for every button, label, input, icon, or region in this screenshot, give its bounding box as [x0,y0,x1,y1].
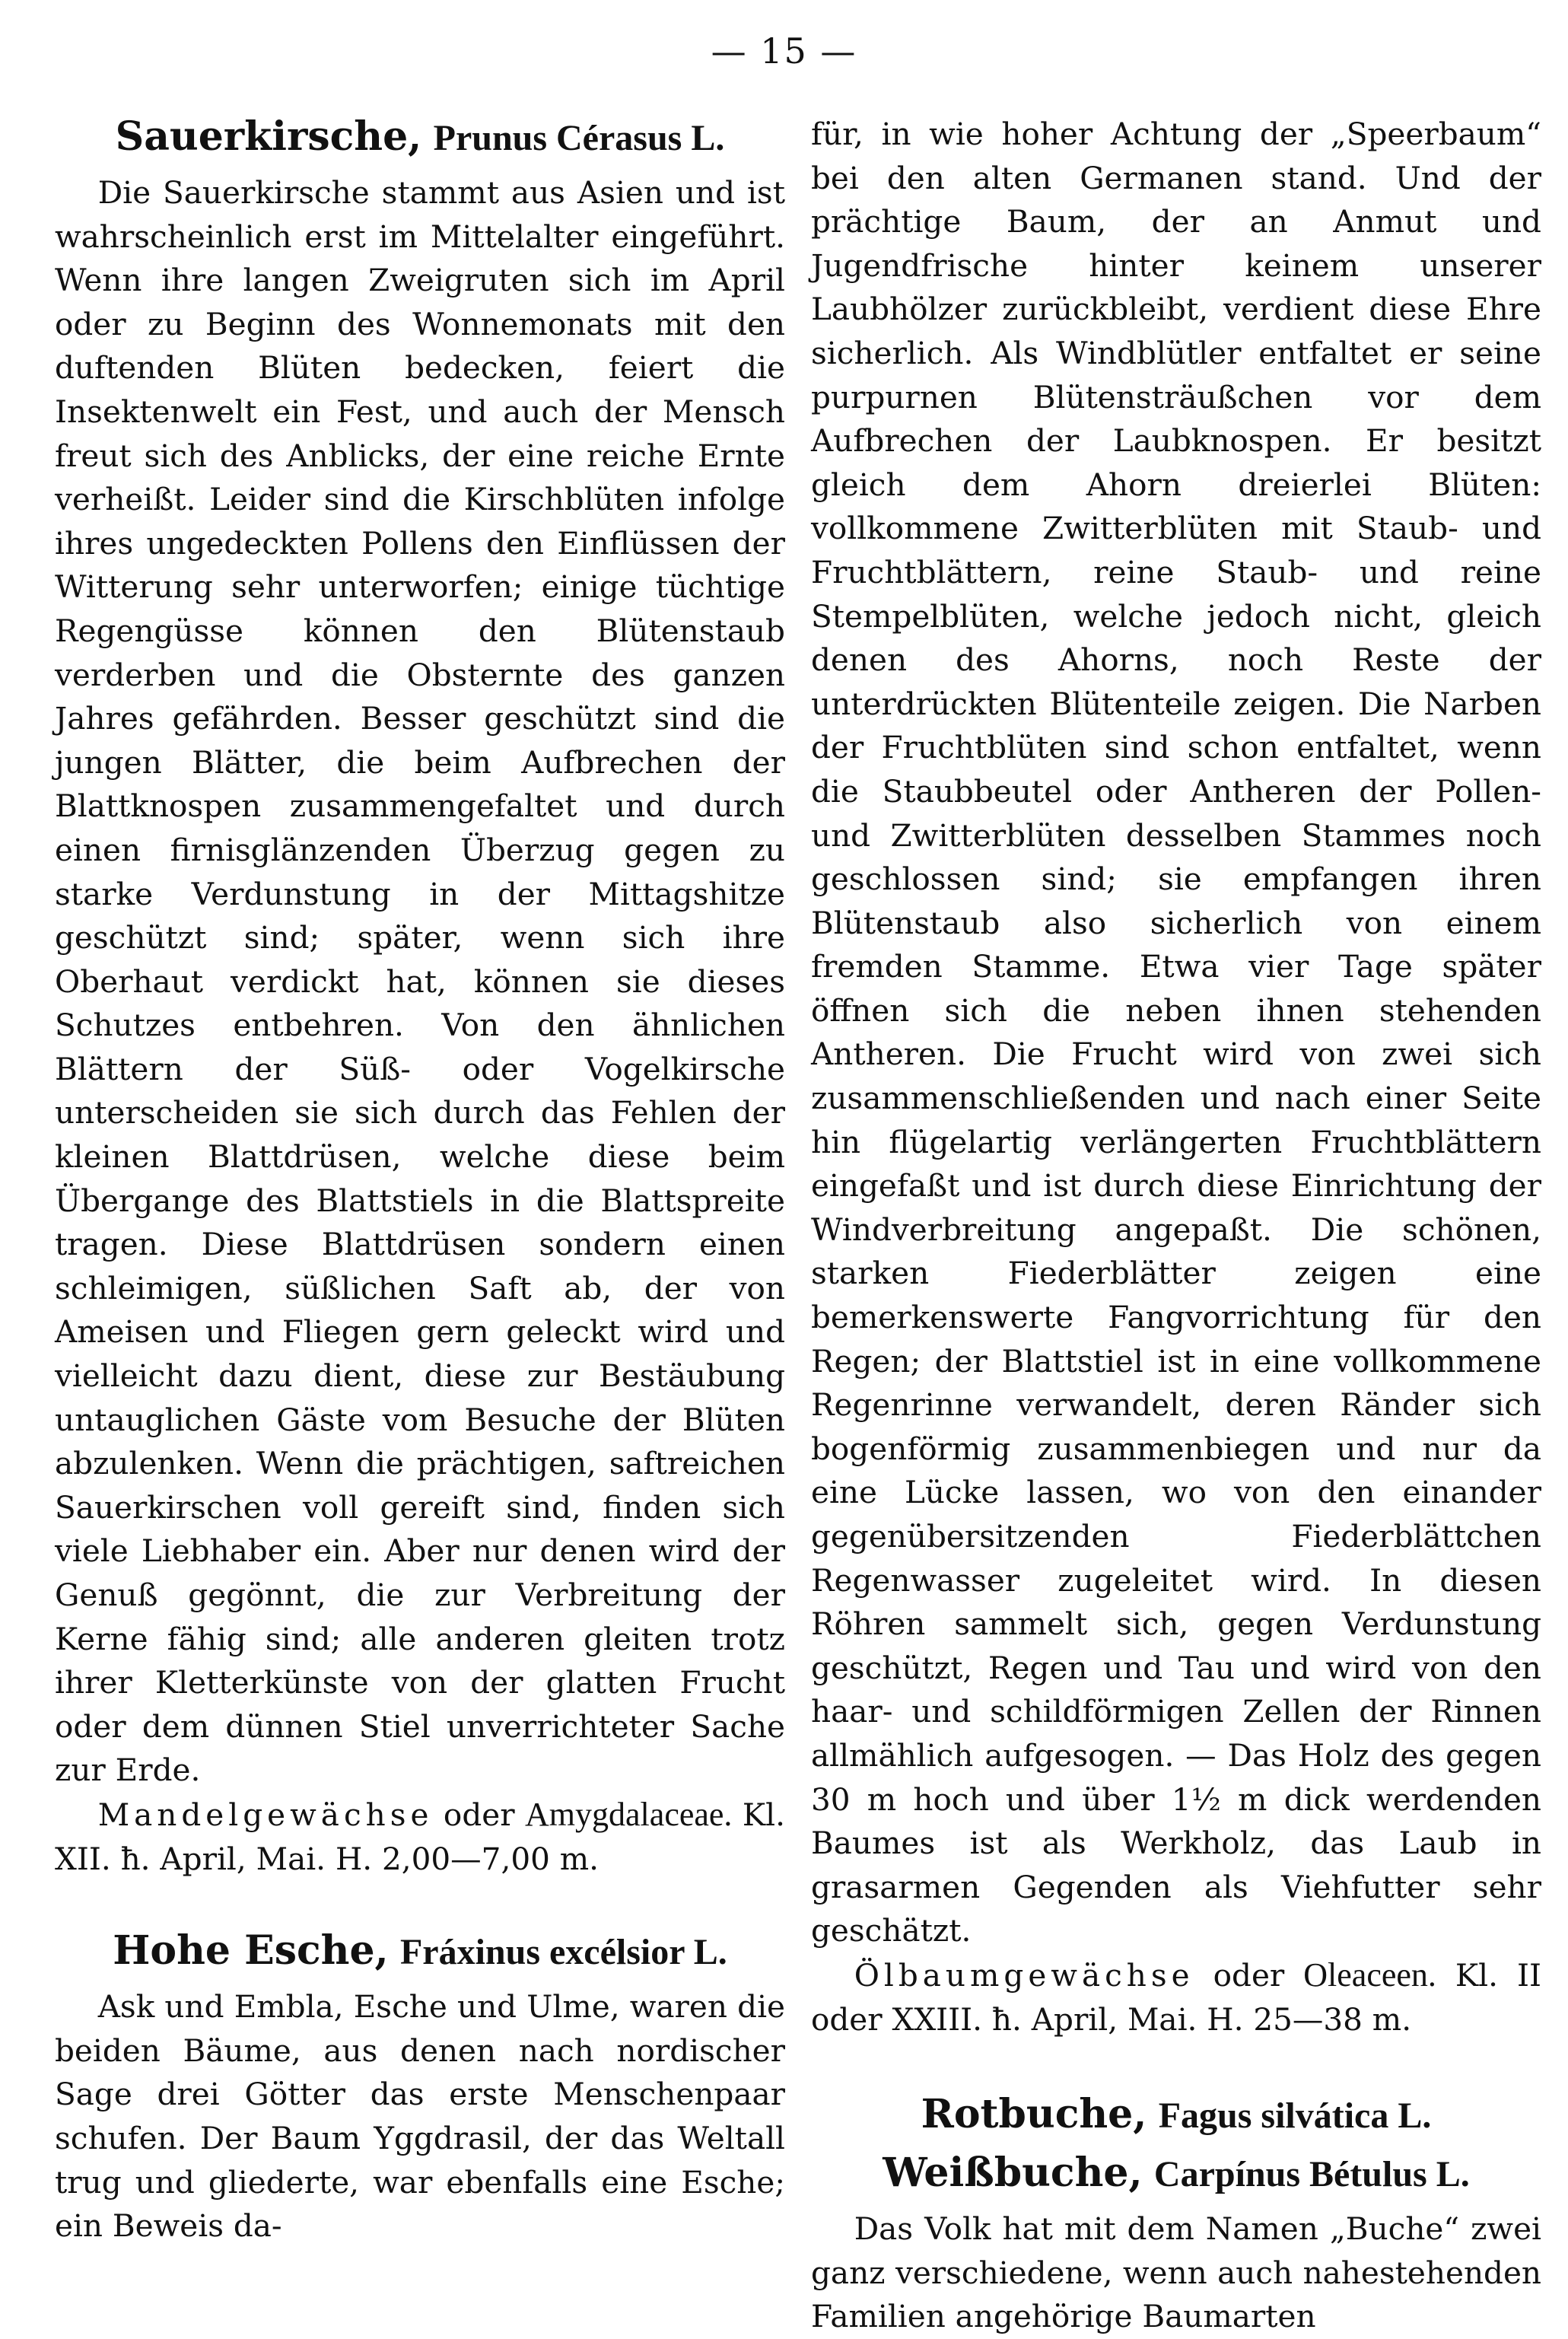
left-column [55,113,785,2248]
class-number: Kl. XII. [55,1796,785,1877]
species-name: Rotbuche, [921,2091,1147,2138]
heading-hohe-esche [55,1927,785,1978]
bloom-months: April, Mai. [1031,2000,1197,2038]
page-number: — 15 — [711,30,857,72]
heading-sauerkirsche [55,113,785,164]
family-join: oder [1194,1956,1304,1994]
species-name: Sauerkirsche, [115,113,422,160]
species-latin-name: Carpínus Bétulus L. [1153,2154,1470,2195]
tree-height: H. 2,00—7,00 m. [335,1840,600,1877]
species-latin-name: Prunus Cérasus L. [433,118,725,158]
right-column [811,113,1541,2339]
tree-height: H. 25—38 m. [1207,2000,1412,2038]
species-name: Hohe Esche, [113,1927,389,1975]
family-latin: Oleaceen. [1303,1956,1436,1994]
heading-weissbuche [811,2149,1541,2200]
family-latin: Amygdalaceae. [525,1795,733,1833]
section-gap [811,2041,1541,2090]
tree-symbol: ħ. [991,2000,1022,2038]
family-name: Ölbaumgewächse [854,1956,1194,1994]
bloom-months: April, Mai. [160,1840,326,1877]
class-number: Kl. II oder XXIII. [811,1956,1541,2038]
family-name: Mandelgewächse [97,1796,434,1833]
classification-sauerkirsche [55,1793,785,1881]
heading-rotbuche [811,2090,1541,2141]
species-name: Weißbuche, [883,2150,1143,2197]
tree-symbol: ħ. [120,1840,151,1877]
body-paragraph-hohe-esche: Ask und Embla, Esche und Ulme, waren die beiden Bäume, aus denen nach nordischer Sage drei Götter das erste Menschenpaar schufen. Der Baum Yggdrasil, der das Weltall trug und gliederte, war ebenfalls eine Esche; ein Beweis da- [55,1988,785,2245]
classification-hohe-esche [811,1953,1541,2041]
body-paragraph-hohe-esche-continued: für, in wie hoher Achtung der „Speerbaum“ bei den alten Germanen stand. Und der prächtige Baum, der an Anmut und Jugendfrische hinter keinem unserer Laubhölzer zurückbleibt, verdient diese Ehre sicherlich. Als Windblütler entfaltet er seine purpurnen Blütensträußchen vor dem Aufbrechen der Laubknospen. Er besitzt gleich dem Ahorn dreierlei Blüten: vollkommene Zwitterblüten mit Staub- und Fruchtblättern, reine Staub- und reine Stempelblüten, welche jedoch nicht, gleich denen des Ahorns, noch Reste der unterdrückten Blütenteile zeigen. Die Narben der Fruchtblüten sind schon entfaltet, wenn die Staubbeutel oder Antheren der Pollen- und Zwitterblüten desselben Stammes noch geschlossen sind; sie empfangen ihren Blütenstaub also sicherlich von einem fremden Stamme. Etwa vier Tage später öffnen sich die neben ihnen stehenden Antheren. Die Frucht wird von zwei sich zusammenschließenden und nach einer Seite hin flügelartig verlängerten Fruchtblättern eingefaßt und ist durch diese Einrichtung der Windverbreitung angepaßt. Die schönen, starken Fiederblätter zeigen eine bemerkenswerte Fangvorrichtung für den Regen; der Blattstiel ist in eine vollkommene Regenrinne verwandelt, deren Ränder sich bogenförmig zusammenbiegen und nur da eine Lücke lassen, wo von den einander gegenübersitzenden Fiederblättchen Regenwasser zugeleitet wird. In diesen Röhren sammelt sich, gegen Verdunstung geschützt, Regen und Tau und wird von den haar- und schildförmigen Zellen der Rinnen allmählich aufgesogen. — Das Holz des gegen 30 m hoch und über 1½ m dick werdenden Baumes ist als Werkholz, das Laub in grasarmen Gegenden als Viehfutter sehr geschätzt. [811,116,1541,1949]
species-latin-name: Fagus silvática L. [1158,2096,1432,2137]
body-paragraph-sauerkirsche: Die Sauerkirsche stammt aus Asien und ist wahrscheinlich erst im Mittelalter eingeführt. Wenn ihre langen Zweigruten sich im April oder zu Beginn des Wonnemonats mit den duftenden Blüten bedecken, feiert die Insektenwelt ein Fest, und auch der Mensch freut sich des Anblicks, der eine reiche Ernte verheißt. Leider sind die Kirschblüten infolge ihres ungedeckten Pollens den Einflüssen der Witterung sehr unterworfen; einige tüchtige Regengüsse können den Blütenstaub verderben und die Obsternte des ganzen Jahres gefährden. Besser geschützt sind die jungen Blätter, die beim Aufbrechen der Blattknospen zusammengefaltet und durch einen firnisglänzenden Überzug gegen zu starke Verdunstung in der Mittagshitze geschützt sind; später, wenn sich ihre Oberhaut verdickt hat, können sie dieses Schutzes entbehren. Von den ähnlichen Blättern der Süß- oder Vogelkirsche unterscheiden sie sich durch das Fehlen der kleinen Blattdrüsen, welche diese beim Übergange des Blattstiels in die Blattspreite tragen. Diese Blattdrüsen sondern einen schleimigen, süßlichen Saft ab, der von Ameisen und Fliegen gern geleckt wird und vielleicht dazu dient, diese zur Bestäubung untauglichen Gäste vom Besuche der Blüten abzulenken. Wenn die prächtigen, saftreichen Sauerkirschen voll gereift sind, finden sich viele Liebhaber ein. Aber nur denen wird der Genuß gegönnt, die zur Verbreitung der Kerne fähig sind; alle anderen gleiten trotz ihrer Kletterkünste von der glatten Frucht oder dem dünnen Stiel unverrichteter Sache zur Erde. [55,174,785,1789]
section-gap [55,1881,785,1927]
family-join: oder [433,1796,526,1833]
species-latin-name: Fráxinus excélsior L. [399,1932,727,1973]
body-paragraph-weissbuche: Das Volk hat mit dem Namen „Buche“ zwei ganz verschiedene, wenn auch nahestehenden Familien angehörige Baumarten [811,2210,1541,2335]
